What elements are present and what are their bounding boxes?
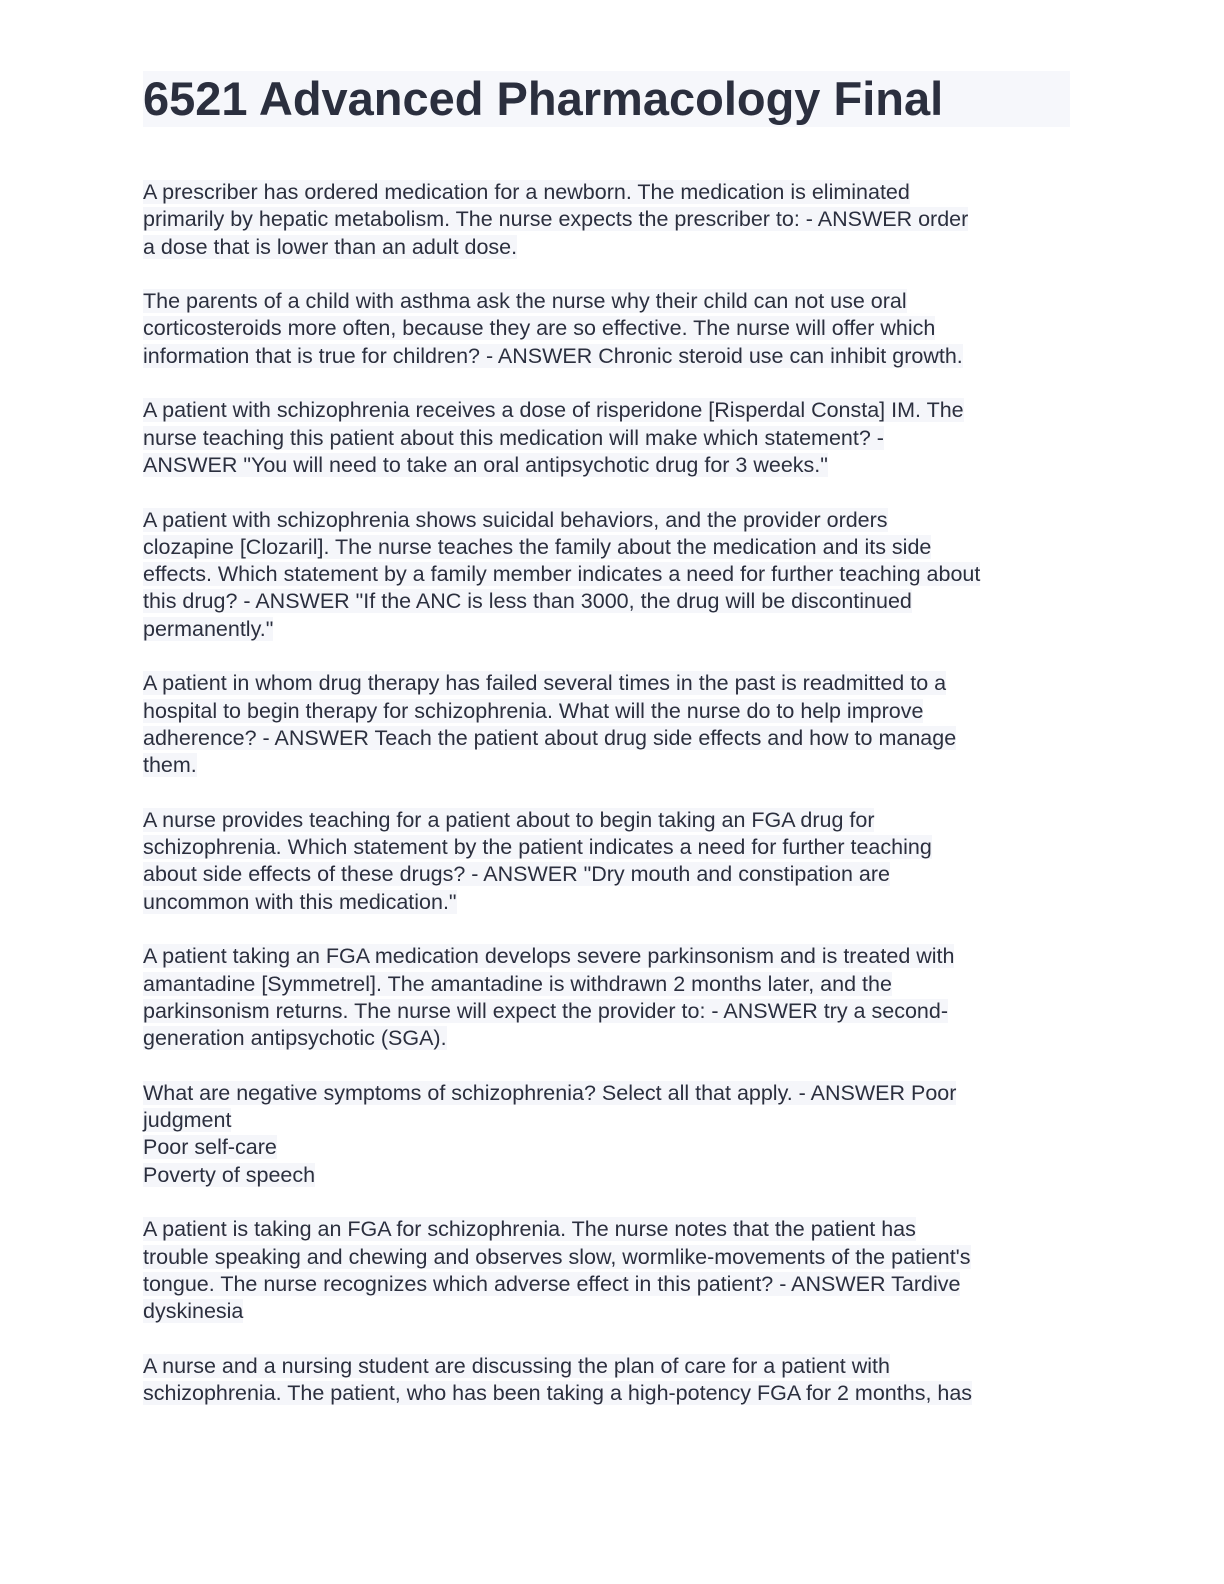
qa-entry (143, 397, 1070, 479)
qa-text: A patient with schizophrenia receives a dose of risperidone [Risperdal Consta] IM. The nurse teaching this patient about this medication will make which statement? - ANSWER "You will need to take an oral antipsychotic drug for 3 weeks." (143, 398, 964, 477)
qa-list (143, 179, 1070, 1407)
qa-text: A prescriber has ordered medication for a newborn. The medication is eliminated primarily by hepatic metabolism. The nurse expects the prescriber to: - ANSWER order a dose that is lower than an adult dose. (143, 180, 969, 259)
qa-text: A patient with schizophrenia shows suicidal behaviors, and the provider orders clozapine [Clozaril]. The nurse teaches the family about the medication and its side effects. Which statement by a family member indicates a need for further teaching about this drug? - ANSWER "If the ANC is less than 3000, the drug will be discontinued permanently." (143, 507, 981, 641)
qa-text: A nurse and a nursing student are discussing the plan of care for a patient with schizophrenia. The patient, who has been taking a high-potency FGA for 2 months, has (143, 1353, 973, 1406)
qa-entry (143, 179, 1070, 261)
qa-entry (143, 1353, 1070, 1408)
qa-entry (143, 807, 1070, 916)
qa-text: The parents of a child with asthma ask the nurse why their child can not use oral corticosteroids more often, because they are so effective. The nurse will offer which information that is true for children? - ANSWER Chronic steroid use can inhibit growth. (143, 289, 963, 368)
qa-entry (143, 288, 1070, 370)
document-title: 6521 Advanced Pharmacology Final (143, 71, 1070, 127)
qa-text: What are negative symptoms of schizophrenia? Select all that apply. - ANSWER Poor judgment Poor self-care Poverty of speech (143, 1080, 957, 1187)
qa-text: A patient in whom drug therapy has failed several times in the past is readmitted to a hospital to begin therapy for schizophrenia. What will the nurse do to help improve adherence? - ANSWER Teach the patient about drug side effects and how to manage them. (143, 671, 957, 778)
qa-entry (143, 1216, 1070, 1325)
qa-entry (143, 670, 1070, 779)
qa-entry (143, 507, 1070, 643)
document-page (143, 71, 1070, 1435)
qa-entry (143, 1080, 1070, 1189)
qa-text: A nurse provides teaching for a patient about to begin taking an FGA drug for schizophrenia. Which statement by the patient indicates a need for further teaching about side effects of these drugs? - ANSWER "Dry mouth and constipation are uncommon with this medication." (143, 807, 932, 914)
qa-text: A patient is taking an FGA for schizophrenia. The nurse notes that the patient has trouble speaking and chewing and observes slow, wormlike-movements of the patient's tongue. The nurse recognizes which adverse effect in this patient? - ANSWER Tardive dyskinesia (143, 1217, 971, 1324)
qa-text: A patient taking an FGA medication develops severe parkinsonism and is treated with amantadine [Symmetrel]. The amantadine is withdrawn 2 months later, and the parkinsonism returns. The nurse will expect the provider to: - ANSWER try a second- generation antipsychotic (SGA). (143, 944, 955, 1051)
qa-entry (143, 943, 1070, 1052)
